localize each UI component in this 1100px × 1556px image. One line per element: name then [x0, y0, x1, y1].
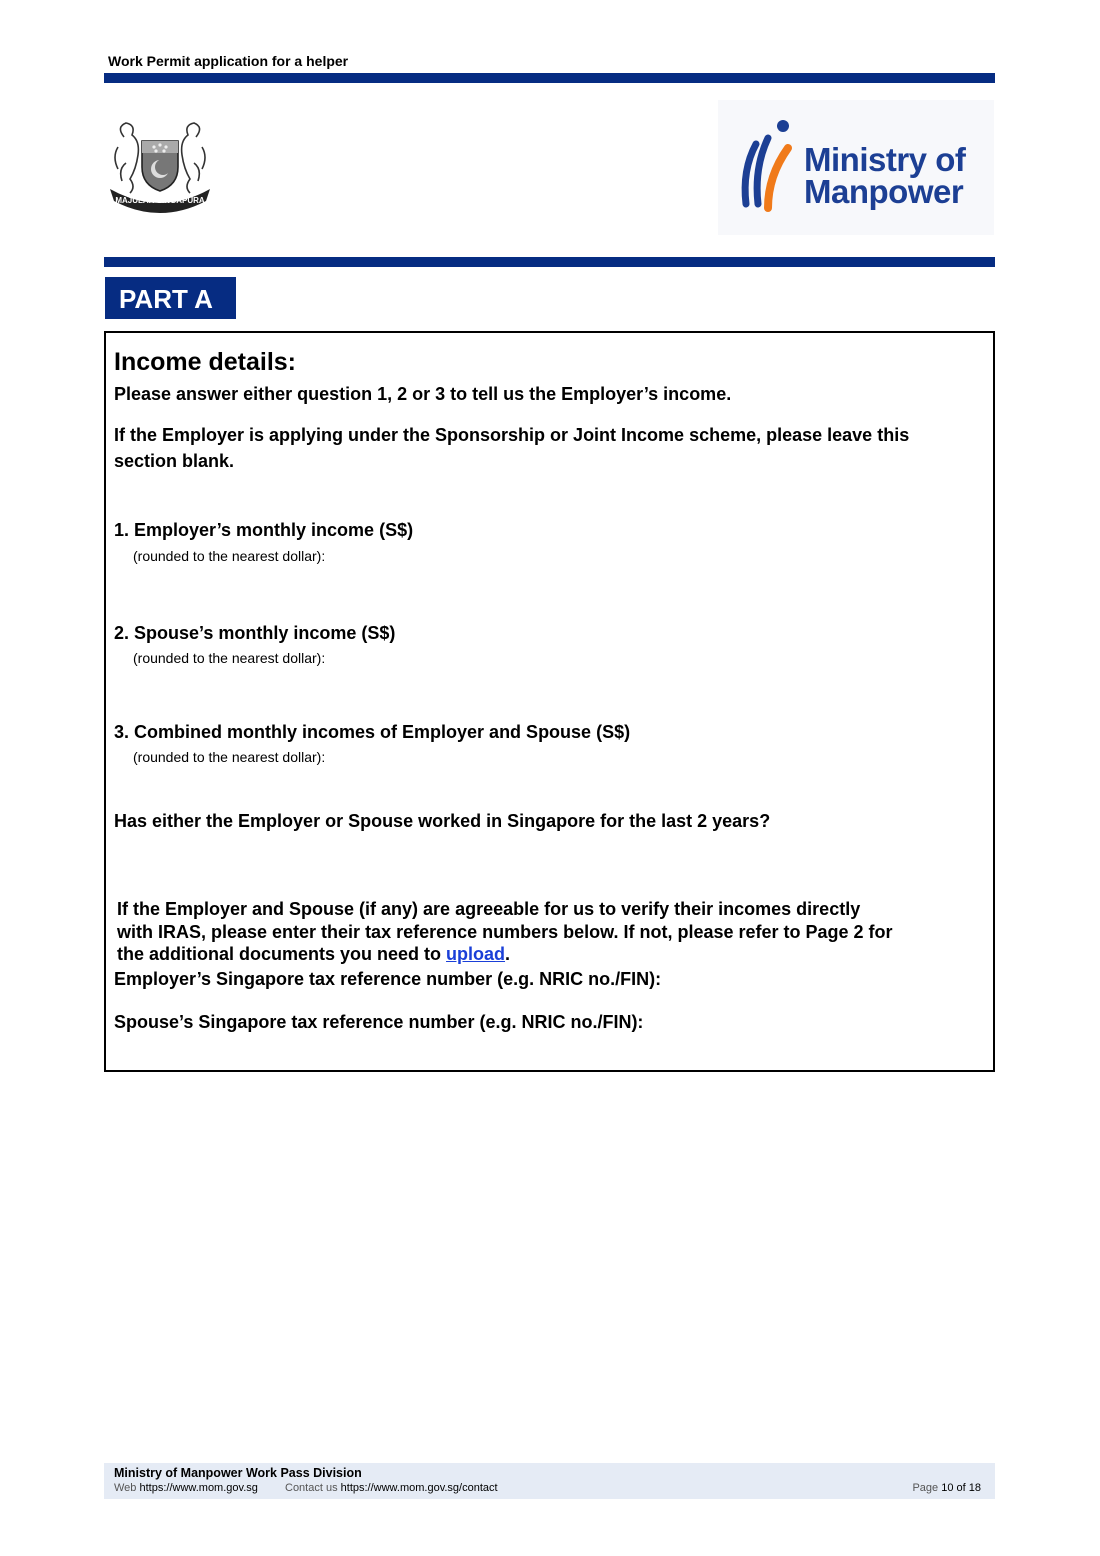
verify-note-line3 — [117, 943, 937, 966]
employer-tax-ref-label: Employer’s Singapore tax reference number (e.g. NRIC no./FIN): — [114, 969, 662, 989]
footer-org: Ministry of Manpower Work Pass Division — [114, 1466, 362, 1480]
footer-web-url[interactable]: https://www.mom.gov.sg — [139, 1482, 258, 1494]
q2-label: 2. Spouse’s monthly income (S$) — [114, 623, 396, 643]
mom-logo-line1: Ministry of — [804, 141, 966, 178]
footer-web — [114, 1482, 258, 1494]
singapore-crest-logo — [104, 117, 216, 215]
q3-label: 3. Combined monthly incomes of Employer and Spouse (S$) — [114, 722, 631, 742]
svg-text:MAJULAH SINGAPURA: MAJULAH SINGAPURA — [115, 196, 205, 205]
q3-hint: (rounded to the nearest dollar): — [133, 749, 326, 765]
top-divider — [104, 73, 995, 83]
footer-contact-url[interactable]: https://www.mom.gov.sg/contact — [340, 1482, 498, 1494]
spouse-tax-ref-label: Spouse’s Singapore tax reference number (e.g. NRIC no./FIN): — [114, 1012, 644, 1032]
footer-contact-label: Contact us — [285, 1482, 338, 1494]
footer-page-number — [912, 1482, 981, 1494]
upload-link[interactable]: upload — [446, 944, 506, 964]
part-label: PART A — [105, 277, 236, 319]
verify-note-line2: with IRAS, please enter their tax reference numbers below. If not, please refer to Page 2 for — [117, 921, 893, 942]
footer-page-value: 10 of 18 — [941, 1482, 981, 1494]
verify-note-line1: If the Employer and Spouse (if any) are agreeable for us to verify their incomes directly — [117, 899, 861, 919]
scheme-note-line2: section blank. — [114, 451, 235, 471]
scheme-note-line1: If the Employer is applying under the Sponsorship or Joint Income scheme, please leave this — [114, 425, 910, 445]
mom-logo-mark-icon — [738, 118, 798, 214]
verify-note-line3-prefix: the additional documents you need to — [117, 944, 447, 964]
income-instruction: Please answer either question 1, 2 or 3 to tell us the Employer’s income. — [114, 384, 732, 404]
footer-contact — [285, 1482, 498, 1494]
verify-note-line3-suffix: . — [505, 944, 511, 964]
footer-web-label: Web — [114, 1482, 137, 1494]
worked-question: Has either the Employer or Spouse worked in Singapore for the last 2 years? — [114, 811, 771, 831]
q1-label: 1. Employer’s monthly income (S$) — [114, 520, 414, 540]
income-heading: Income details: — [114, 348, 296, 376]
q2-hint: (rounded to the nearest dollar): — [133, 650, 326, 666]
q1-hint: (rounded to the nearest dollar): — [133, 548, 326, 564]
document-title: Work Permit application for a helper — [108, 53, 349, 69]
verify-note — [117, 898, 937, 966]
section-divider — [104, 257, 995, 267]
footer-page-label: Page — [912, 1482, 939, 1494]
page-footer — [104, 1463, 995, 1499]
mom-logo — [718, 100, 994, 235]
mom-logo-line2: Manpower — [804, 173, 964, 210]
